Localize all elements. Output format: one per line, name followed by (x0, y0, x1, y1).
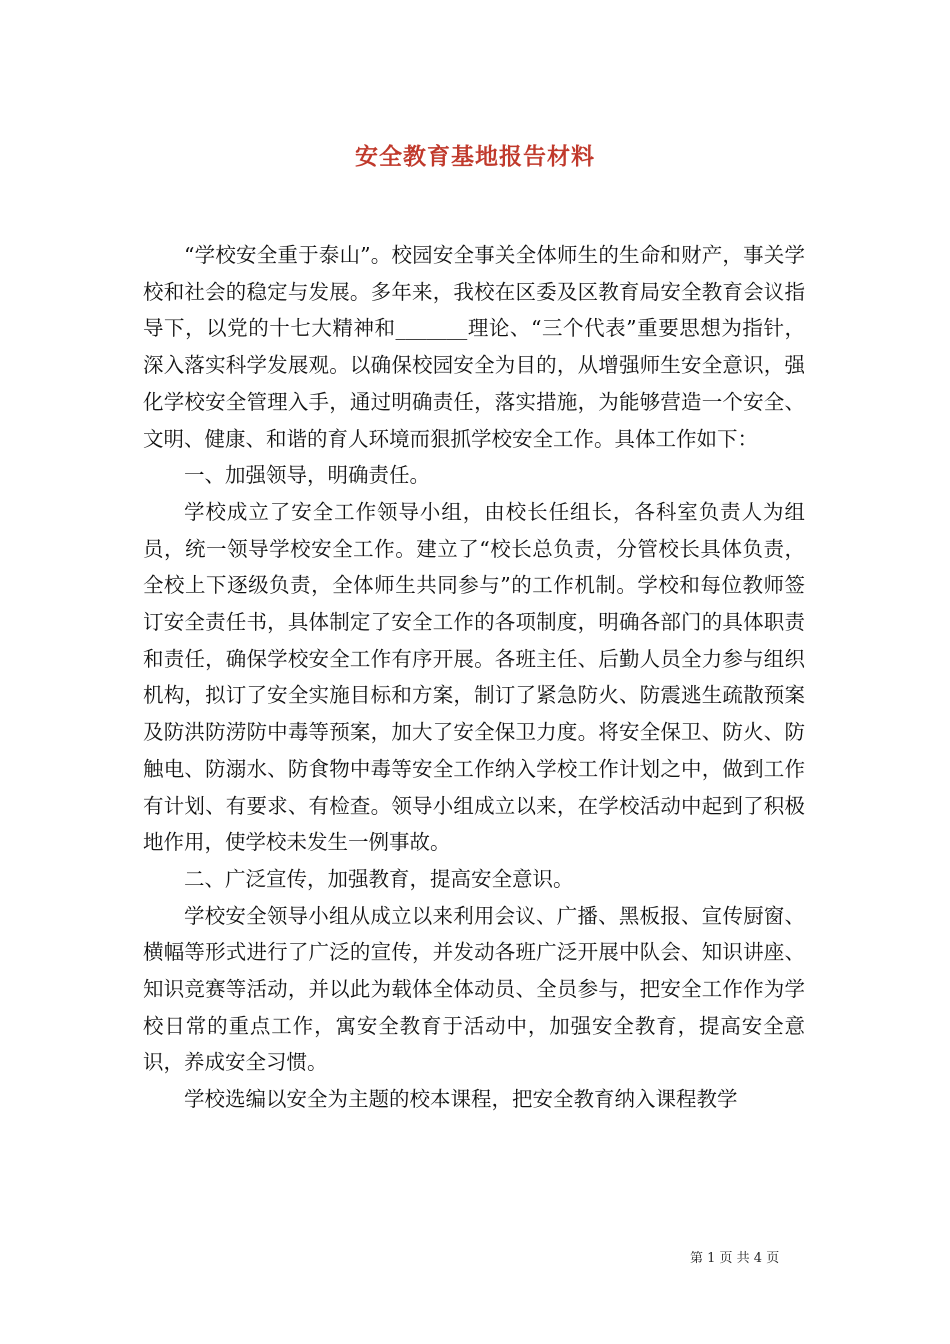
paragraph-intro: “学校安全重于泰山”。校园安全事关全体师生的生命和财产，事关学校和社会的稳定与发展。多年来，我校在区委及区教育局安全教育会议指导下，以党的十七大精神和_______理论、“三个代表”重要思想为指针，深入落实科学发展观。以确保校园安全为目的，从增强师生安全意识，强化学校安全管理入手，通过明确责任，落实措施，为能够营造一个安全、文明、健康、和谐的育人环境而狠抓学校安全工作。具体工作如下： (143, 243, 805, 451)
section-heading-1: 一、加强领导，明确责任。 (184, 463, 430, 488)
paragraph-section-1: 学校成立了安全工作领导小组，由校长任组长，各科室负责人为组员，统一领导学校安全工作。建立了“校长总负责，分管校长具体负责，全校上下逐级负责，全体师生共同参与”的工作机制。学校和每位教师签订安全责任书，具体制定了安全工作的各项制度，明确各部门的具体职责和责任，确保学校安全工作有序开展。各班主任、后勤人员全力参与组织机构，拟订了安全实施目标和方案，制订了紧急防火、防震逃生疏散预案及防洪防涝防中毒等预案，加大了安全保卫力度。将安全保卫、防火、防触电、防溺水、防食物中毒等安全工作纳入学校工作计划之中，做到工作有计划、有要求、有检查。领导小组成立以来，在学校活动中起到了积极地作用，使学校未发生一例事故。 (143, 499, 805, 855)
page-number-footer: 第 1 页 共 4 页 (690, 1251, 780, 1266)
section-heading-2: 二、广泛宣传，加强教育，提高安全意识。 (184, 866, 574, 891)
document-title: 安全教育基地报告材料 (355, 143, 595, 170)
document-body (143, 237, 805, 1118)
paragraph-section-2a: 学校安全领导小组从成立以来利用会议、广播、黑板报、宣传厨窗、横幅等形式进行了广泛的宣传，并发动各班广泛开展中队会、知识讲座、知识竞赛等活动，并以此为载体全体动员、全员参与，把安全工作作为学校日常的重点工作，寓安全教育于活动中，加强安全教育，提高安全意识，养成安全习惯。 (143, 903, 805, 1075)
paragraph-section-2b: 学校选编以安全为主题的校本课程，把安全教育纳入课程教学 (184, 1087, 738, 1112)
